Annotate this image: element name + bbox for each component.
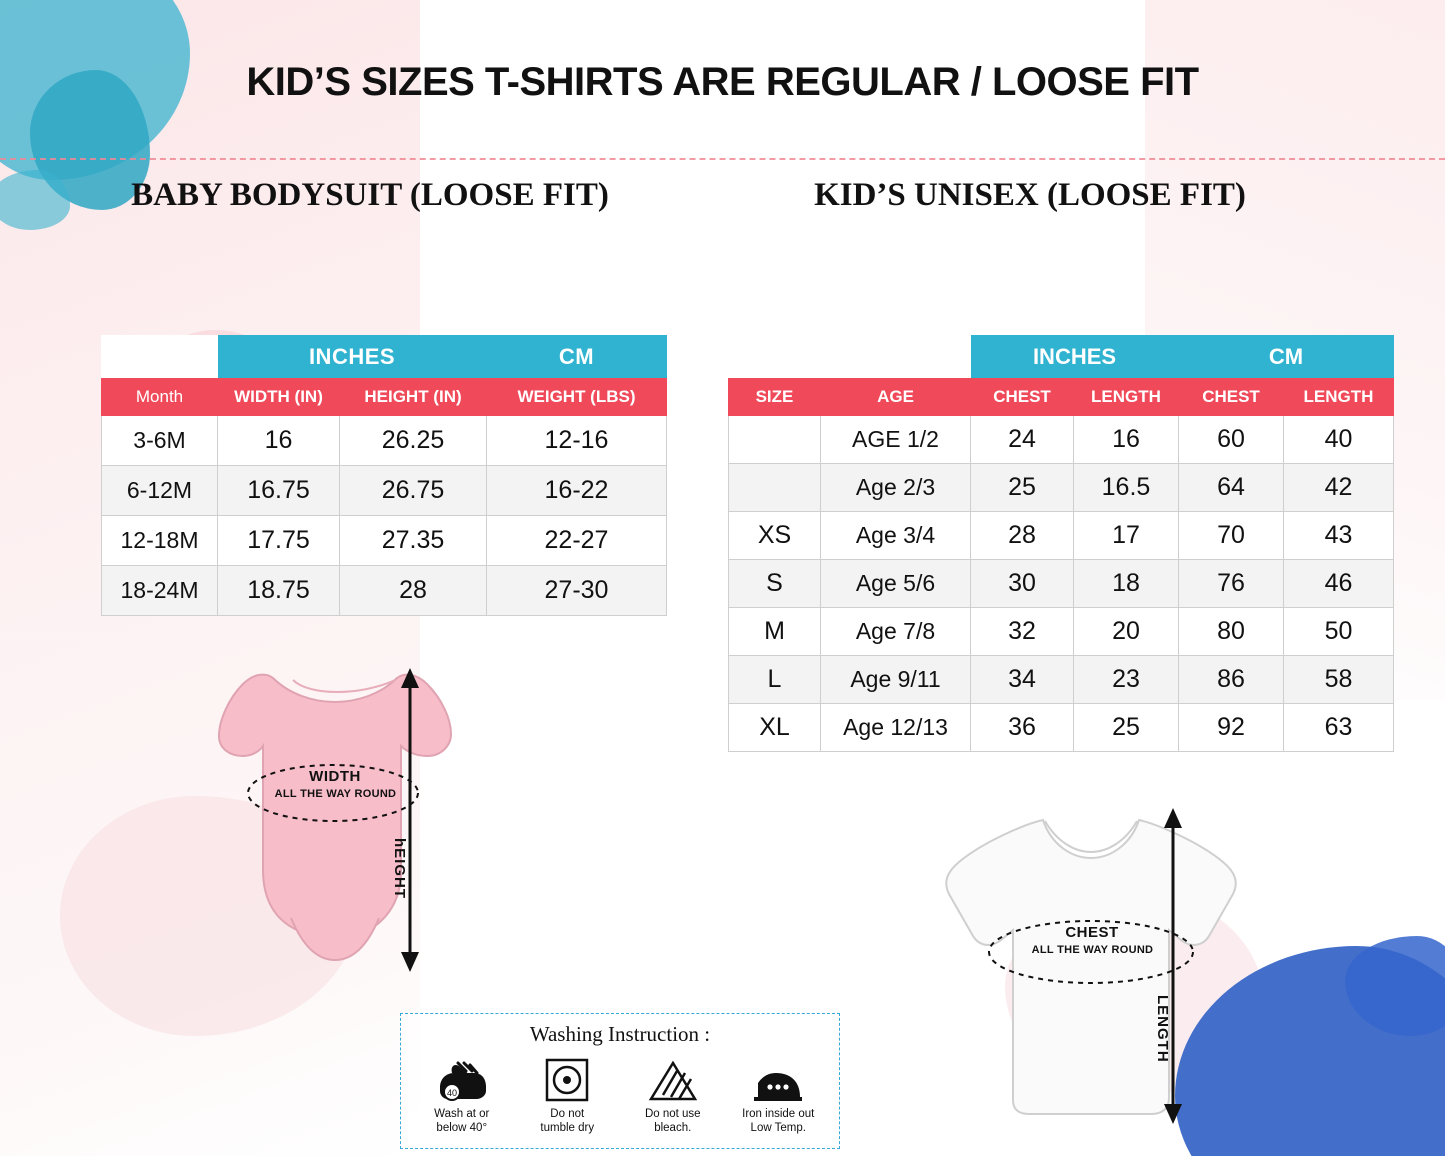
baby-bodysuit-table [101,335,667,616]
baby-cell-month: 12-18M [102,516,218,566]
baby-col-month: Month [102,378,218,416]
table-row [102,466,667,516]
baby-cell-height: 28 [340,566,487,616]
table-row [102,566,667,616]
kids-cell-chest-in: 34 [971,656,1074,704]
tee-chest-sublabel: ALL THE WAY ROUND [1031,944,1154,956]
no-tumble-dry-icon [517,1055,617,1103]
kids-section-heading: KID’S UNISEX (LOOSE FIT) [814,177,1246,213]
kids-cell-length-cm: 58 [1284,656,1394,704]
baby-group-header-inches: INCHES [218,336,487,378]
hand-wash-40-icon [412,1055,512,1103]
wash-item-caption: Wash at or below 40° [434,1108,490,1135]
kids-group-header-cm: CM [1179,336,1394,378]
kids-cell-size: S [729,560,821,608]
kids-cell-chest-cm: 80 [1179,608,1284,656]
table-row [729,704,1394,752]
kids-cell-length-cm: 43 [1284,512,1394,560]
washing-instructions-title: Washing Instruction : [529,1022,711,1046]
kids-cell-chest-cm: 76 [1179,560,1284,608]
kids-cell-chest-in: 28 [971,512,1074,560]
kids-tshirt-illustration [925,800,1255,1130]
kids-cell-length-cm: 50 [1284,608,1394,656]
baby-cell-height: 26.25 [340,416,487,466]
table-row [729,416,1394,464]
baby-col-weight: WEIGHT (LBS) [487,378,667,416]
kids-cell-size [729,464,821,512]
tee-length-label: LENGTH [1154,995,1171,1063]
baby-cell-month: 6-12M [102,466,218,516]
kids-cell-size: XS [729,512,821,560]
kids-unisex-table [728,335,1394,752]
kids-cell-age: Age 12/13 [821,704,971,752]
wash-item [623,1055,723,1136]
wash-item-caption: Do not tumble dry [540,1108,595,1135]
kids-cell-length-in: 23 [1074,656,1179,704]
kids-cell-age: Age 3/4 [821,512,971,560]
wash-item [412,1055,512,1136]
bodysuit-height-label: hEIGHT [391,838,408,899]
kids-cell-chest-in: 36 [971,704,1074,752]
baby-col-width: WIDTH (IN) [218,378,340,416]
table-row [729,464,1394,512]
kids-cell-size: XL [729,704,821,752]
kids-cell-chest-in: 32 [971,608,1074,656]
kids-col-age: AGE [821,378,971,416]
kids-cell-length-in: 25 [1074,704,1179,752]
baby-group-header-row [102,336,667,378]
baby-col-height: HEIGHT (IN) [340,378,487,416]
kids-cell-length-in: 16.5 [1074,464,1179,512]
kids-cell-length-cm: 40 [1284,416,1394,464]
kids-cell-age: AGE 1/2 [821,416,971,464]
bodysuit-width-label: WIDTH [309,768,361,785]
baby-cell-height: 27.35 [340,516,487,566]
kids-col-chest-in: CHEST [971,378,1074,416]
baby-cell-width: 17.75 [218,516,340,566]
baby-cell-month: 18-24M [102,566,218,616]
wash-item-caption: Do not use bleach. [644,1108,701,1135]
kids-group-header-blank-2 [821,336,971,378]
kids-cell-length-in: 18 [1074,560,1179,608]
table-row [729,608,1394,656]
baby-cell-weight: 12-16 [487,416,667,466]
kids-group-header-inches: INCHES [971,336,1179,378]
kids-col-length-in: LENGTH [1074,378,1179,416]
kids-cell-length-cm: 46 [1284,560,1394,608]
kids-group-header-blank-1 [729,336,821,378]
kids-cell-age: Age 2/3 [821,464,971,512]
kids-cell-size [729,416,821,464]
kids-cell-chest-cm: 70 [1179,512,1284,560]
kids-cell-chest-cm: 92 [1179,704,1284,752]
kids-cell-size: M [729,608,821,656]
baby-cell-month: 3-6M [102,416,218,466]
kids-cell-chest-cm: 64 [1179,464,1284,512]
table-row [729,560,1394,608]
kids-cell-size: L [729,656,821,704]
svg-text:40: 40 [446,1088,457,1098]
table-row [102,416,667,466]
kids-cell-length-cm: 63 [1284,704,1394,752]
no-bleach-icon [623,1055,723,1103]
baby-group-header-cm: CM [487,336,667,378]
kids-cell-chest-cm: 86 [1179,656,1284,704]
kids-cell-length-in: 16 [1074,416,1179,464]
kids-cell-length-in: 17 [1074,512,1179,560]
baby-cell-width: 16.75 [218,466,340,516]
baby-cell-weight: 27-30 [487,566,667,616]
wash-item [517,1055,617,1136]
baby-section-heading: BABY BODYSUIT (LOOSE FIT) [131,177,609,213]
kids-cell-chest-cm: 60 [1179,416,1284,464]
kids-cell-length-cm: 42 [1284,464,1394,512]
kids-cell-age: Age 9/11 [821,656,971,704]
wash-item [728,1055,828,1136]
baby-cell-height: 26.75 [340,466,487,516]
baby-cell-width: 16 [218,416,340,466]
baby-cell-width: 18.75 [218,566,340,616]
kids-col-chest-cm: CHEST [1179,378,1284,416]
kids-cell-chest-in: 24 [971,416,1074,464]
kids-cell-age: Age 5/6 [821,560,971,608]
kids-cell-age: Age 7/8 [821,608,971,656]
wash-item-caption: Iron inside out Low Temp. [742,1108,815,1135]
kids-cell-chest-in: 25 [971,464,1074,512]
iron-low-temp-icon [728,1055,828,1103]
kids-col-length-cm: LENGTH [1284,378,1394,416]
baby-cell-weight: 22-27 [487,516,667,566]
table-row [102,516,667,566]
kids-cell-length-in: 20 [1074,608,1179,656]
kids-group-header-row [729,336,1394,378]
tee-chest-label: CHEST [1065,924,1119,941]
bodysuit-width-sublabel: ALL THE WAY ROUND [274,788,397,800]
baby-cell-weight: 16-22 [487,466,667,516]
kids-cell-chest-in: 30 [971,560,1074,608]
baby-column-header-row [102,378,667,416]
table-row [729,512,1394,560]
washing-instructions-panel [400,1013,840,1149]
table-row [729,656,1394,704]
kids-column-header-row [729,378,1394,416]
baby-group-header-blank [102,336,218,378]
page-title: KID’S SIZES T-SHIRTS ARE REGULAR / LOOSE FIT [246,60,1199,104]
baby-bodysuit-illustration [205,660,470,1010]
kids-col-size: SIZE [729,378,821,416]
